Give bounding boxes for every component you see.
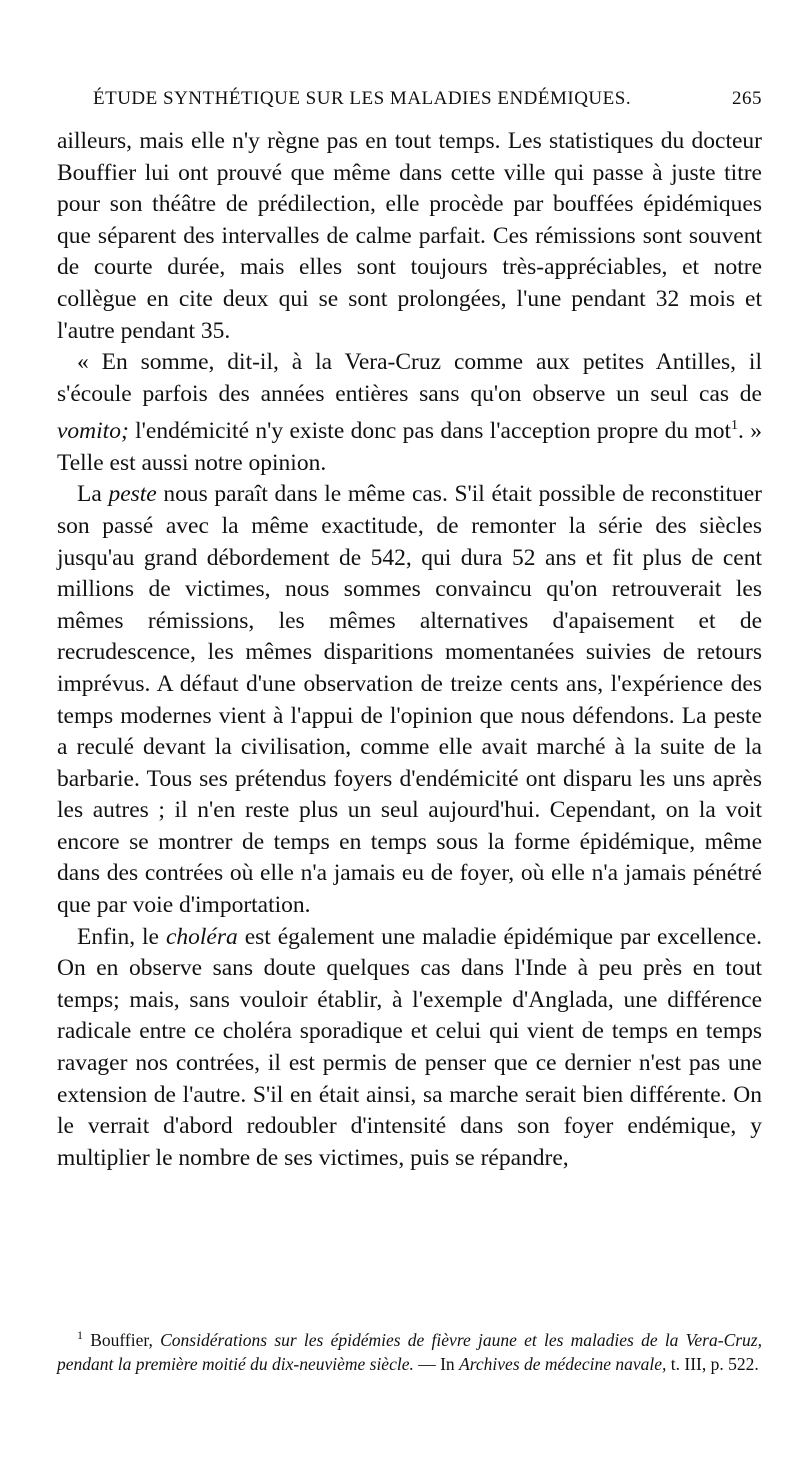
paragraph-3-text-b: nous paraît dans le même cas. S'il était possible de reconstituer son passé avec la même exactitude, de remonter la série des siècles jusqu'au grand débordement de 542, qui dura 52 ans et fit plus de cent millions de victimes, nous sommes convaincu qu'on retrouverait les mêmes rémissions, les mêmes alternatives d'apaisement et de recrudescence, les mêmes disparitions momentanées suivies de retours imprévus. A défaut d'une observation de treize cents ans, l'expérience des temps modernes vient à l'appui de l'opinion que nous défendons. La peste a reculé devant la civilisation, comme elle avait marché à la suite de la barbarie. Tous ses prétendus foyers d'endémicité ont disparu les uns après les autres ; il n'en reste plus un seul aujourd'hui. Cependant, on la voit encore se montrer de temps en temps sous la forme épidémique, même dans des contrées où elle n'a jamais eu de foyer, où elle n'a jamais pénétré que par voie d'importation. bbox=[57, 481, 762, 919]
paragraph-2-text-b: l'endémicité n'y existe donc pas dans l'acception propre du mot bbox=[128, 418, 732, 445]
body-text bbox=[57, 126, 762, 1174]
paragraph-4 bbox=[57, 922, 762, 1175]
book-page bbox=[57, 88, 762, 1174]
paragraph-3-text-a: La bbox=[77, 481, 109, 508]
footnote-journal: Archives de médecine navale, bbox=[459, 1353, 667, 1374]
paragraph-3 bbox=[57, 479, 762, 921]
emphasis-vomito: vomito; bbox=[57, 418, 129, 445]
footnote-title: Considérations sur les épidémies de fièvre jaune et les maladies de la Vera-Cruz, pendant la première moitié du dix-neuvième siècle. bbox=[57, 1329, 762, 1374]
emphasis-cholera: choléra bbox=[165, 923, 238, 950]
paragraph-2 bbox=[57, 347, 762, 479]
page-number: 265 bbox=[732, 88, 762, 109]
paragraph-1: ailleurs, mais elle n'y règne pas en tout temps. Les statistiques du docteur Bouffier lui ont prouvé que même dans cette ville qui passe à juste titre pour son théâtre de prédilection, elle procède par bouffées épidémiques que séparent des intervalles de calme parfait. Ces rémissions sont souvent de courte durée, mais elles sont toujours très-appréciables, et notre collègue en cite deux qui se sont prolongées, l'une pendant 32 mois et l'autre pendant 35. bbox=[57, 128, 762, 344]
paragraph-4-text-b: est également une maladie épidémique par excellence. On en observe sans doute quelques cas dans l'Inde à peu près en tout temps; mais, sans vouloir établir, à l'exemple d'Anglada, une différence radicale entre ce choléra sporadique et celui qui vient de temps en temps ravager nos contrées, il est permis de penser que ce dernier n'est pas une extension de l'autre. S'il en était ainsi, sa marche serait bien différente. On le verrait d'abord redoubler d'intensité dans son foyer endémique, y multiplier le nombre de ses victimes, puis se répandre, bbox=[57, 923, 763, 1171]
paragraph-4-text-a: Enfin, le bbox=[77, 923, 166, 950]
emphasis-peste: peste bbox=[108, 481, 157, 508]
footnote-separator: — In bbox=[413, 1353, 460, 1374]
paragraph-2-text-c: . » Telle est aussi notre opinion. bbox=[57, 418, 762, 476]
footnote-marker: 1 bbox=[77, 1328, 83, 1342]
footnote-area bbox=[57, 1323, 762, 1376]
paragraph-2-text-a: « En somme, dit-il, à la Vera-Cruz comme aux petites Antilles, il s'écoule parfois des années entières sans qu'on observe un seul cas de bbox=[57, 349, 762, 407]
running-title: ÉTUDE SYNTHÉTIQUE SUR LES MALADIES ENDÉMIQUES. bbox=[93, 88, 632, 109]
running-header bbox=[57, 88, 762, 120]
footnote-author: Bouffier, bbox=[83, 1329, 161, 1350]
footnote-reference: 1 bbox=[731, 418, 739, 434]
footnote-1 bbox=[57, 1323, 762, 1376]
footnote-volume: t. III, p. 522. bbox=[666, 1353, 759, 1374]
